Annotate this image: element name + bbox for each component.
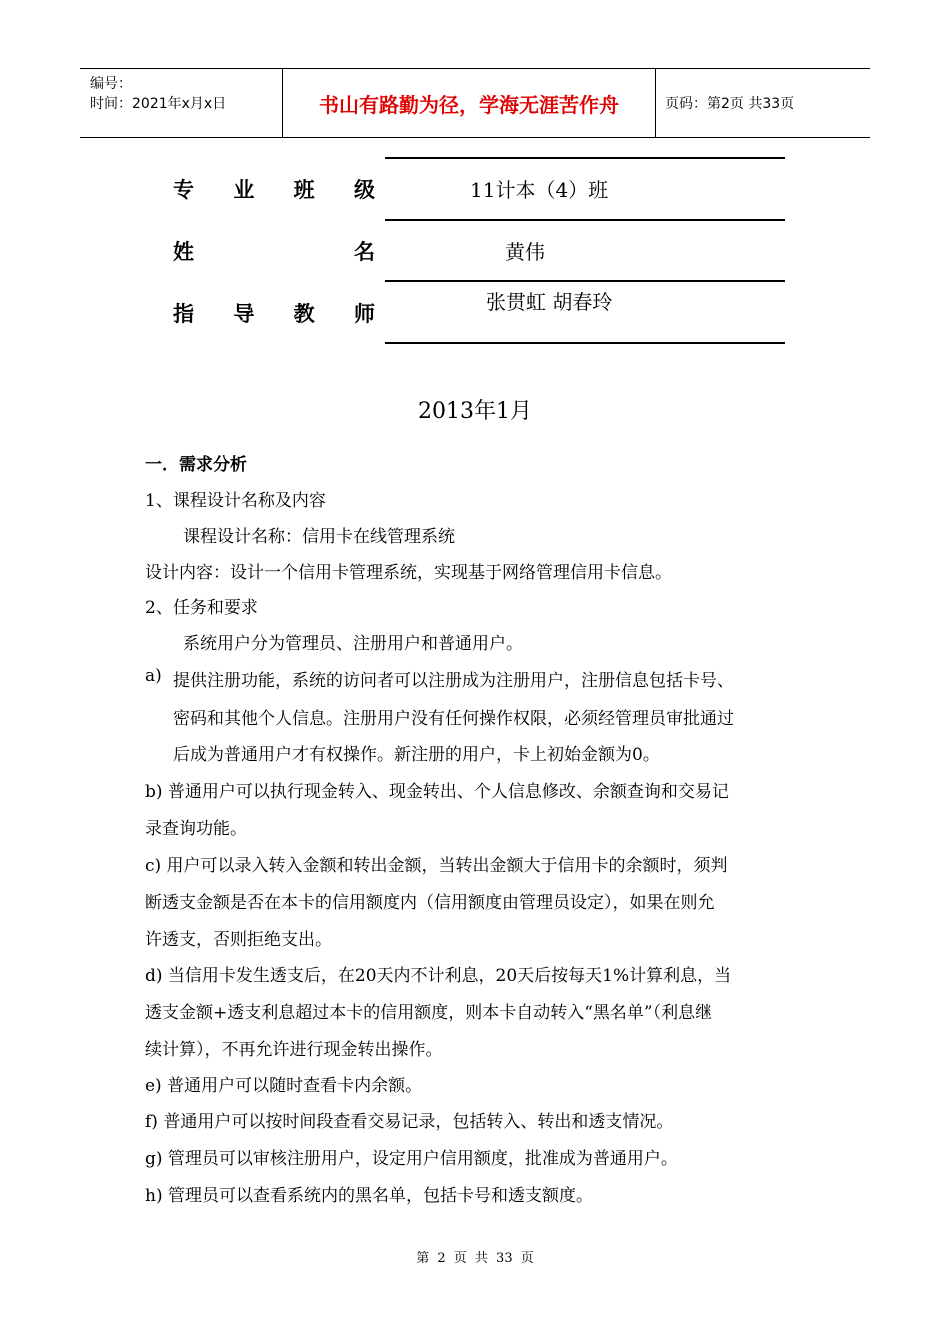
- major-label: 专 业 班 级: [173, 178, 375, 202]
- page-footer: 第 2 页 共 33 页: [416, 1251, 534, 1266]
- list-item-a: 密码和其他个人信息。注册用户没有任何操作权限，必须经管理员审批通过: [173, 709, 734, 729]
- list-item-d: 续计算），不再允许进行现金转出操作。: [145, 1040, 443, 1060]
- paragraph: 2、任务和要求: [145, 598, 258, 618]
- section-title: 一．需求分析: [145, 455, 247, 475]
- table-line-2: [385, 219, 785, 221]
- table-line-top: [385, 157, 785, 159]
- list-marker-a: a): [145, 666, 162, 686]
- list-item-a: 后成为普通用户才有权操作。新注册的用户，卡上初始金额为0。: [173, 745, 660, 765]
- list-item-b: 录查询功能。: [145, 819, 247, 839]
- list-item-d: 透支金额+透支利息超过本卡的信用额度，则本卡自动转入“黑名单”（利息继: [145, 1003, 713, 1023]
- list-item-d: d) 当信用卡发生透支后，在20天内不计利息，20天后按每天1%计算利息，当: [145, 966, 732, 986]
- list-item-b: b) 普通用户可以执行现金转入、现金转出、个人信息修改、余额查询和交易记: [145, 782, 729, 802]
- list-item-c: c) 用户可以录入转入金额和转出金额，当转出金额大于信用卡的余额时，须判: [145, 856, 728, 876]
- major-value: 11计本（4）班: [470, 178, 609, 202]
- document-date: 2013年1月: [418, 399, 532, 424]
- table-line-bottom: [385, 342, 785, 344]
- list-item-g: g) 管理员可以审核注册用户，设定用户信用额度，批准成为普通用户。: [145, 1149, 678, 1169]
- advisor-value: 张贯虹 胡春玲: [486, 290, 613, 314]
- header-motto: 书山有路勤为径，学海无涯苦作舟: [282, 69, 656, 137]
- time-label: 时间：2021年x月x日: [90, 96, 227, 112]
- paragraph: 1、课程设计名称及内容: [145, 491, 326, 511]
- number-label: 编号：: [90, 76, 132, 92]
- list-item-c: 许透支，否则拒绝支出。: [145, 930, 332, 950]
- list-item-a: 提供注册功能，系统的访问者可以注册成为注册用户，注册信息包括卡号、: [173, 671, 734, 691]
- list-item-h: h) 管理员可以查看系统内的黑名单，包括卡号和透支额度。: [145, 1186, 593, 1206]
- paragraph: 系统用户分为管理员、注册用户和普通用户。: [183, 634, 523, 654]
- list-item-e: e) 普通用户可以随时查看卡内余额。: [145, 1076, 423, 1096]
- name-label: 姓 名: [173, 240, 375, 264]
- table-line-3: [385, 280, 785, 282]
- list-item-f: f) 普通用户可以按时间段查看交易记录，包括转入、转出和透支情况。: [145, 1112, 674, 1132]
- header-page-info: 页码：第2页 共33页: [665, 96, 795, 112]
- name-value: 黄伟: [505, 240, 545, 264]
- advisor-label: 指 导 教 师: [173, 302, 375, 326]
- list-item-c: 断透支金额是否在本卡的信用额度内（信用额度由管理员设定），如果在则允: [145, 893, 715, 913]
- paragraph: 设计内容：设计一个信用卡管理系统，实现基于网络管理信用卡信息。: [145, 563, 672, 583]
- paragraph: 课程设计名称：信用卡在线管理系统: [183, 527, 455, 547]
- header-meta: [80, 69, 282, 137]
- page-header: [80, 68, 870, 138]
